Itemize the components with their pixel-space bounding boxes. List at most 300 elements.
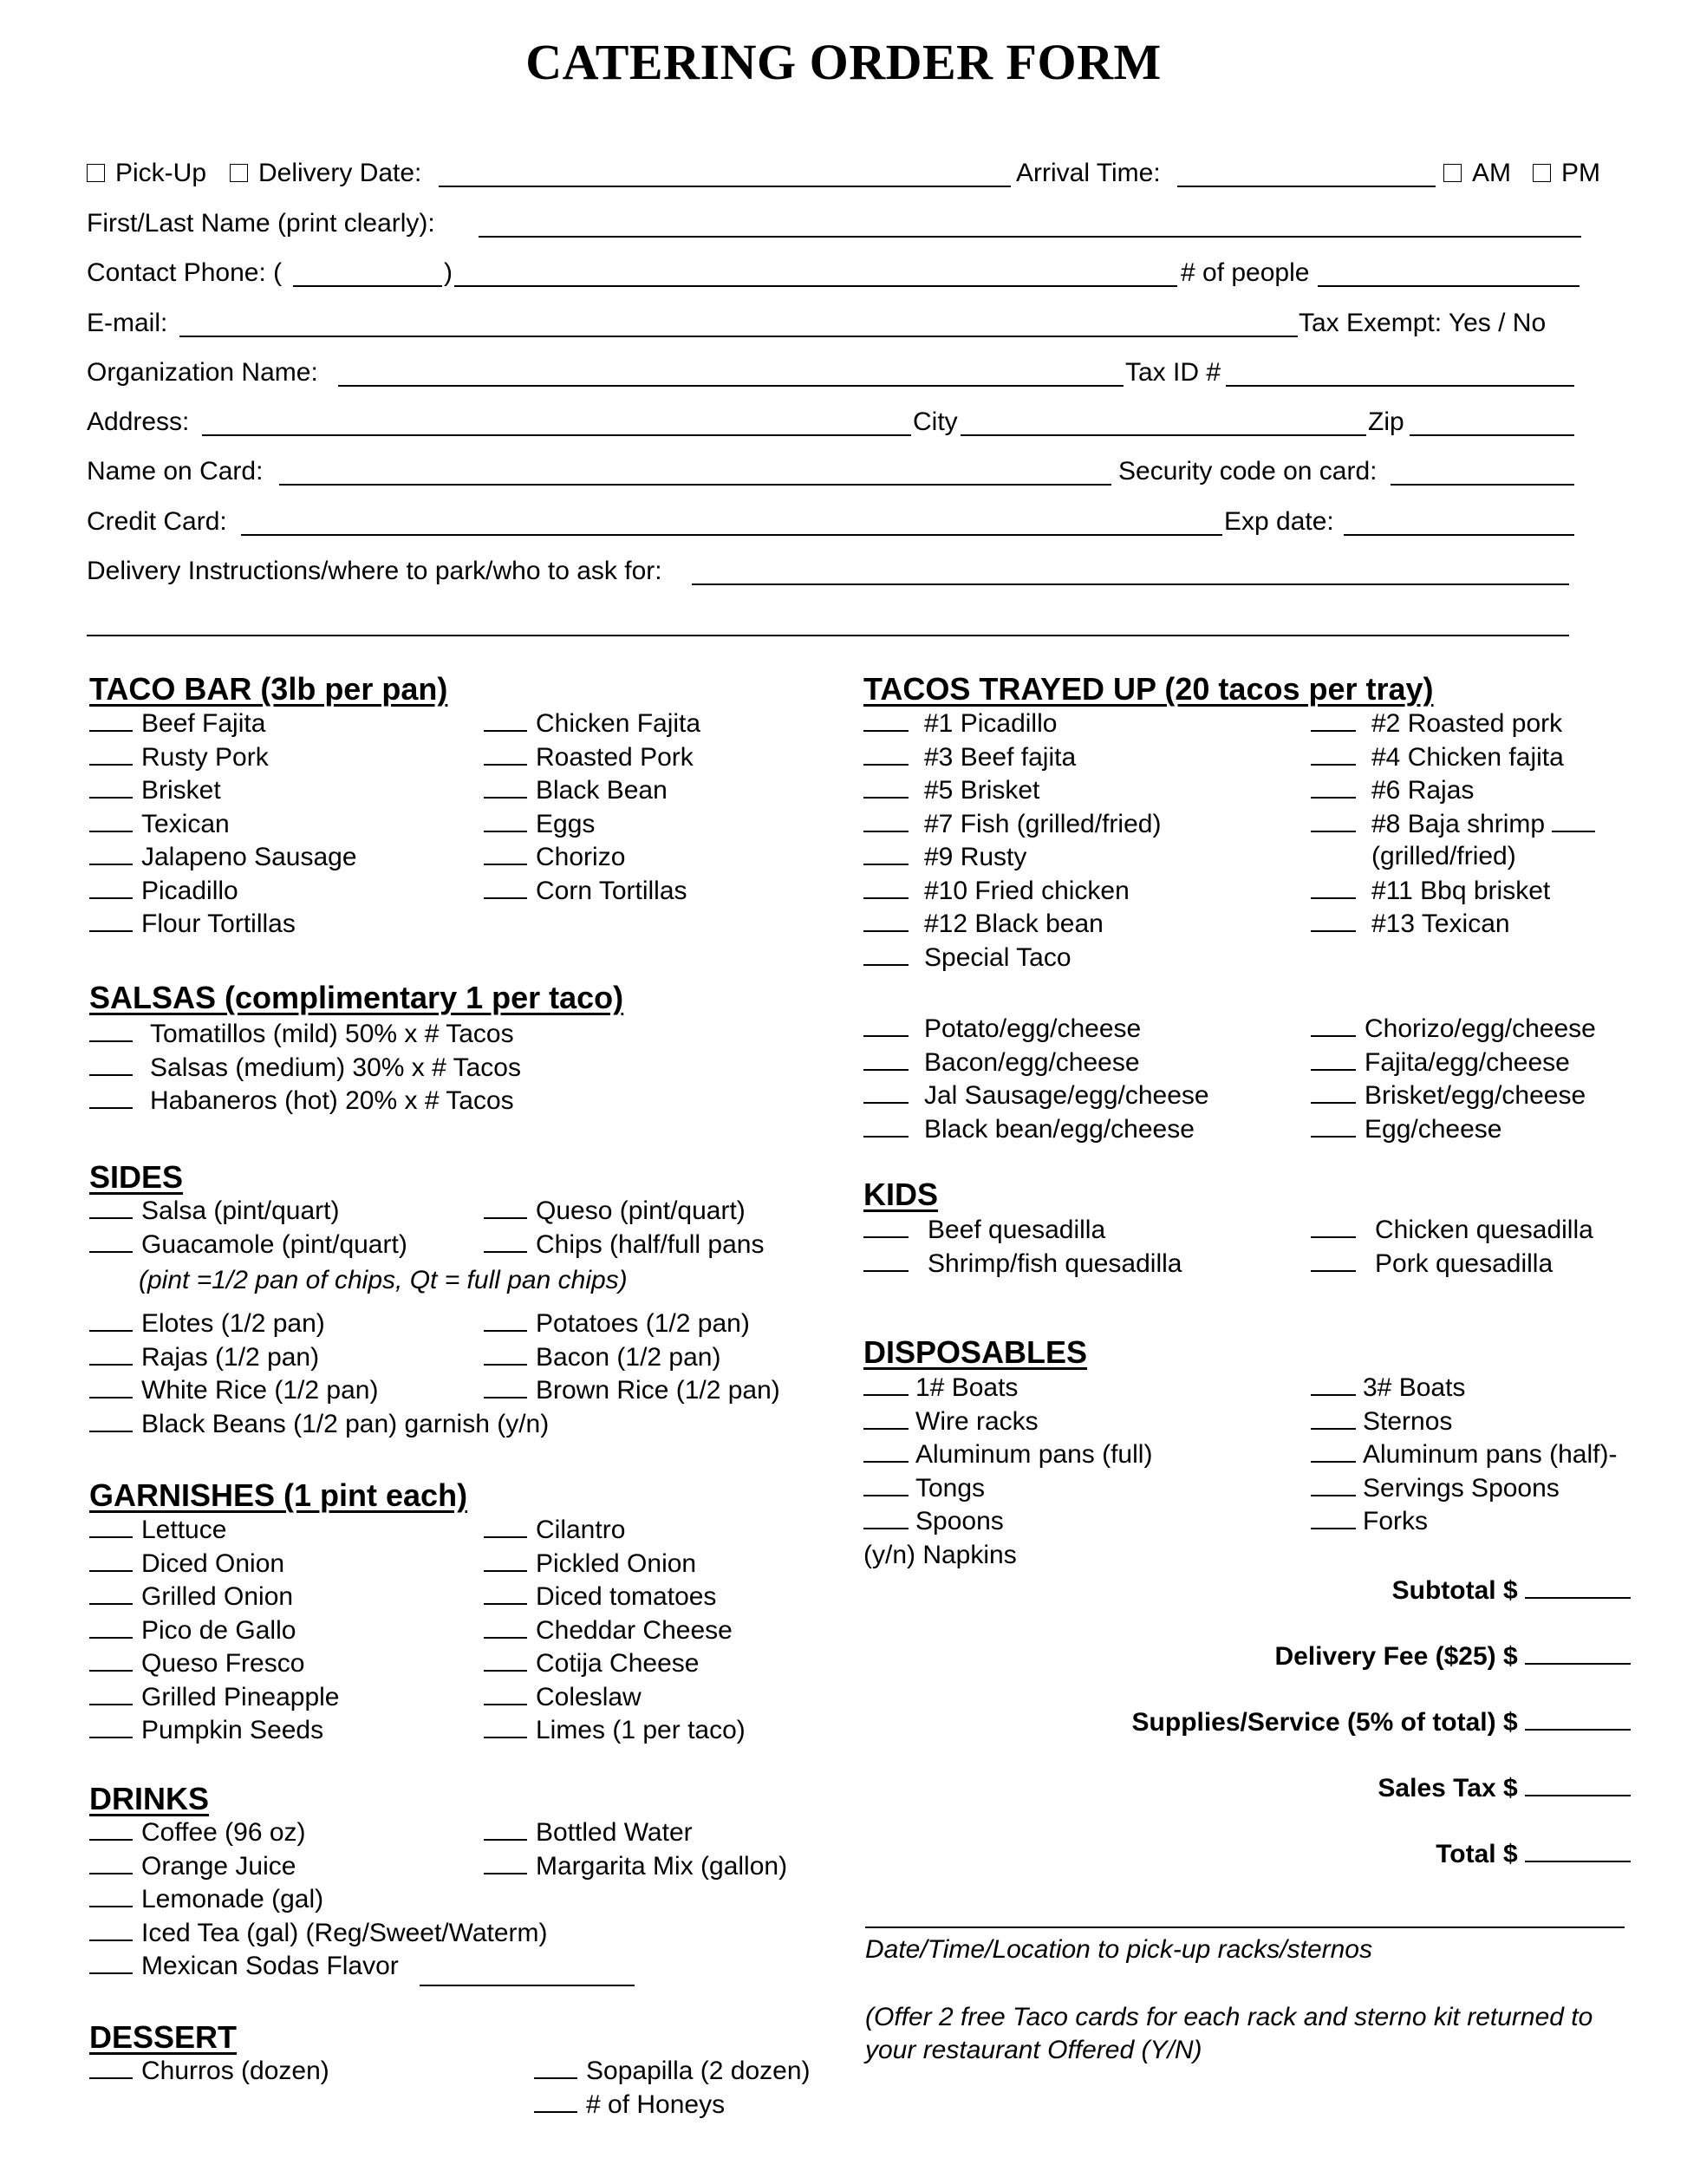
arrival-time-field[interactable] bbox=[1177, 186, 1436, 187]
pm-option[interactable] bbox=[1533, 158, 1600, 189]
quantity-blank[interactable] bbox=[863, 1079, 909, 1104]
quantity-blank[interactable] bbox=[1311, 1405, 1356, 1430]
quantity-blank[interactable] bbox=[484, 1374, 527, 1398]
phone-number-field[interactable] bbox=[454, 285, 1177, 287]
quantity-blank[interactable] bbox=[863, 875, 909, 899]
offer-note-line2: your restaurant Offered (Y/N) bbox=[865, 2036, 1202, 2064]
list-item[interactable] bbox=[1311, 908, 1510, 940]
item-label: #4 Chicken fajita bbox=[1371, 742, 1564, 772]
arrival-time-label: Arrival Time: bbox=[1016, 159, 1161, 187]
list-item[interactable] bbox=[484, 1229, 764, 1261]
list-item[interactable] bbox=[863, 942, 1071, 974]
item-label: #12 Black bean bbox=[924, 909, 1104, 938]
quantity-blank[interactable] bbox=[484, 1195, 527, 1219]
list-item[interactable] bbox=[484, 1548, 696, 1580]
credit-card-field[interactable] bbox=[241, 534, 1222, 536]
quantity-blank[interactable] bbox=[484, 707, 527, 732]
list-item[interactable] bbox=[484, 875, 687, 907]
list-item[interactable] bbox=[484, 1195, 746, 1227]
phone-label: Contact Phone: ( bbox=[87, 258, 283, 287]
list-item[interactable] bbox=[89, 2055, 329, 2087]
item-label: Flour Tortillas bbox=[141, 909, 296, 938]
list-item[interactable] bbox=[863, 741, 1076, 773]
quantity-blank[interactable] bbox=[89, 875, 133, 899]
list-item[interactable] bbox=[863, 1113, 1195, 1145]
list-item[interactable] bbox=[89, 741, 269, 773]
list-item[interactable] bbox=[89, 1614, 296, 1646]
quantity-blank[interactable] bbox=[484, 1714, 527, 1738]
quantity-blank[interactable] bbox=[863, 841, 909, 865]
list-item[interactable] bbox=[89, 774, 221, 806]
quantity-blank[interactable] bbox=[863, 1013, 909, 1037]
quantity-blank[interactable] bbox=[89, 1341, 133, 1366]
item-label: Tongs bbox=[915, 1473, 986, 1503]
quantity-blank[interactable] bbox=[1311, 1214, 1356, 1238]
exp-date-label: Exp date: bbox=[1224, 507, 1334, 536]
quantity-blank[interactable] bbox=[89, 1647, 133, 1672]
item-label: Corn Tortillas bbox=[536, 876, 687, 905]
item-label: 3# Boats bbox=[1363, 1373, 1466, 1402]
list-item[interactable] bbox=[863, 908, 1104, 940]
credit-card-label: Credit Card: bbox=[87, 507, 227, 536]
item-label: Queso Fresco bbox=[141, 1649, 305, 1678]
quantity-blank[interactable] bbox=[89, 1052, 133, 1076]
pickup-label: Pick-Up bbox=[115, 159, 207, 187]
delivery-instructions-field-line2[interactable] bbox=[87, 635, 1569, 636]
list-item[interactable] bbox=[89, 1514, 226, 1546]
quantity-blank[interactable] bbox=[89, 1614, 133, 1639]
quantity-blank[interactable] bbox=[863, 1438, 909, 1463]
quantity-blank[interactable] bbox=[484, 841, 527, 865]
quantity-blank[interactable] bbox=[863, 1248, 909, 1272]
quantity-blank[interactable] bbox=[1311, 1113, 1356, 1138]
list-item[interactable] bbox=[1311, 707, 1562, 740]
quantity-blank[interactable] bbox=[89, 841, 133, 865]
list-item[interactable] bbox=[863, 1214, 1105, 1246]
list-item[interactable] bbox=[1311, 1505, 1428, 1537]
list-item[interactable] bbox=[484, 1681, 642, 1713]
zip-label: Zip bbox=[1368, 407, 1404, 436]
list-item[interactable] bbox=[484, 1581, 716, 1613]
address-label: Address: bbox=[87, 407, 190, 436]
list-item[interactable] bbox=[484, 741, 694, 773]
zip-field[interactable] bbox=[1410, 434, 1574, 436]
quantity-blank[interactable] bbox=[89, 1514, 133, 1538]
quantity-blank[interactable] bbox=[484, 1647, 527, 1672]
name-field[interactable] bbox=[479, 236, 1581, 238]
list-item[interactable] bbox=[89, 1085, 514, 1117]
list-item[interactable] bbox=[1311, 741, 1564, 773]
item-label: Brisket bbox=[141, 776, 221, 805]
quantity-blank[interactable] bbox=[484, 1514, 527, 1538]
people-field[interactable] bbox=[1318, 285, 1580, 287]
item-label: Guacamole (pint/quart) bbox=[141, 1229, 407, 1259]
soda-flavor-field[interactable] bbox=[420, 1985, 635, 1986]
list-item[interactable] bbox=[1311, 1372, 1465, 1404]
list-item[interactable] bbox=[863, 1405, 1039, 1438]
quantity-blank[interactable] bbox=[484, 1614, 527, 1639]
list-item[interactable] bbox=[484, 707, 700, 740]
item-label: #10 Fried chicken bbox=[924, 876, 1130, 905]
item-label: Fajita/egg/cheese bbox=[1365, 1047, 1570, 1077]
item-label: Bacon (1/2 pan) bbox=[536, 1342, 721, 1372]
item-label: Forks bbox=[1363, 1507, 1428, 1535]
name-on-card-label: Name on Card: bbox=[87, 457, 264, 486]
quantity-blank[interactable] bbox=[484, 774, 527, 799]
quantity-blank[interactable] bbox=[1311, 842, 1356, 864]
item-label: Jalapeno Sausage bbox=[141, 843, 357, 871]
item-label: #2 Roasted pork bbox=[1371, 709, 1563, 738]
list-item[interactable] bbox=[863, 1472, 985, 1504]
quantity-blank[interactable] bbox=[1311, 774, 1356, 799]
list-item[interactable] bbox=[89, 1341, 319, 1373]
quantity-blank[interactable] bbox=[1311, 1248, 1356, 1272]
quantity-blank[interactable] bbox=[1311, 875, 1356, 899]
list-item[interactable] bbox=[484, 1341, 720, 1373]
pm-checkbox[interactable] bbox=[1533, 164, 1551, 182]
quantity-blank[interactable] bbox=[1311, 741, 1356, 766]
item-label: #7 Fish (grilled/fried) bbox=[924, 809, 1162, 838]
list-item[interactable] bbox=[1311, 875, 1550, 907]
quantity-blank[interactable] bbox=[863, 1405, 909, 1430]
email-field[interactable] bbox=[179, 336, 1298, 337]
quantity-blank[interactable] bbox=[534, 2055, 577, 2079]
list-item[interactable] bbox=[1311, 1046, 1570, 1079]
list-item[interactable] bbox=[484, 1714, 746, 1746]
security-code-field[interactable] bbox=[1391, 484, 1574, 486]
quantity-blank[interactable] bbox=[89, 1229, 133, 1253]
supplies-label: Supplies/Service (5% of total) $ bbox=[1131, 1708, 1518, 1737]
item-label: #11 Bbq brisket bbox=[1371, 876, 1551, 905]
city-label: City bbox=[913, 407, 958, 436]
quantity-blank[interactable] bbox=[89, 2055, 133, 2079]
quantity-blank[interactable] bbox=[89, 741, 133, 766]
napkins-label[interactable]: (y/n) Napkins bbox=[863, 1541, 1017, 1569]
list-item[interactable] bbox=[1311, 1438, 1617, 1470]
list-item[interactable] bbox=[89, 908, 296, 940]
quantity-blank[interactable] bbox=[863, 1046, 909, 1071]
quantity-blank[interactable] bbox=[89, 908, 133, 932]
list-item[interactable] bbox=[89, 1229, 407, 1261]
item-label: Cilantro bbox=[536, 1516, 626, 1544]
quantity-blank[interactable] bbox=[484, 1816, 527, 1841]
email-label: E-mail: bbox=[87, 309, 168, 337]
list-item[interactable] bbox=[863, 1372, 1018, 1404]
list-item[interactable] bbox=[89, 1195, 339, 1227]
list-item[interactable] bbox=[484, 1850, 787, 1882]
quantity-blank[interactable] bbox=[484, 741, 527, 766]
list-item[interactable] bbox=[1311, 808, 1604, 840]
pickup-option[interactable] bbox=[87, 158, 206, 189]
list-item[interactable] bbox=[1311, 1079, 1586, 1112]
delivery-date-label: Delivery Date: bbox=[258, 159, 422, 187]
quantity-blank[interactable] bbox=[1311, 1079, 1356, 1104]
list-item[interactable] bbox=[89, 1581, 293, 1613]
list-item[interactable] bbox=[863, 1079, 1209, 1112]
list-item[interactable] bbox=[89, 1917, 548, 1949]
quantity-blank[interactable] bbox=[89, 808, 133, 832]
list-item[interactable] bbox=[484, 1307, 750, 1340]
quantity-blank[interactable] bbox=[484, 1229, 527, 1253]
quantity-blank[interactable] bbox=[484, 1307, 527, 1332]
quantity-blank[interactable] bbox=[89, 774, 133, 799]
item-label: Beef quesadilla bbox=[928, 1216, 1106, 1244]
address-field[interactable] bbox=[202, 434, 911, 436]
delivery-instructions-field[interactable] bbox=[692, 583, 1569, 585]
list-item[interactable] bbox=[863, 1248, 1182, 1280]
quantity-blank[interactable] bbox=[863, 908, 909, 932]
item-label: Salsas (medium) 30% x # Tacos bbox=[150, 1053, 521, 1082]
item-label: Habaneros (hot) 20% x # Tacos bbox=[150, 1086, 514, 1115]
list-item[interactable] bbox=[863, 1046, 1140, 1079]
supplies-row[interactable] bbox=[1132, 1706, 1631, 1737]
tacos-trayed-header: TACOS TRAYED UP (20 tacos per tray) bbox=[863, 671, 1434, 707]
list-item[interactable] bbox=[484, 1374, 780, 1406]
pickup-checkbox[interactable] bbox=[87, 164, 105, 182]
quantity-blank[interactable] bbox=[89, 1950, 133, 1974]
quantity-blank[interactable] bbox=[484, 1681, 527, 1705]
list-item[interactable] bbox=[1311, 1013, 1596, 1045]
tax-exempt-label: Tax Exempt: Yes / No bbox=[1299, 309, 1547, 337]
list-item[interactable] bbox=[484, 1647, 699, 1679]
quantity-blank[interactable] bbox=[863, 808, 909, 832]
list-item[interactable] bbox=[1311, 774, 1474, 806]
item-label: Chicken Fajita bbox=[536, 709, 701, 738]
item-label: Aluminum pans (full) bbox=[915, 1440, 1153, 1469]
item-label: Grilled Onion bbox=[141, 1582, 294, 1611]
list-item[interactable] bbox=[863, 875, 1130, 907]
quantity-blank[interactable] bbox=[863, 741, 909, 766]
item-label: Cotija Cheese bbox=[536, 1649, 700, 1678]
quantity-blank[interactable] bbox=[863, 1472, 909, 1496]
item-label: White Rice (1/2 pan) bbox=[141, 1376, 379, 1405]
item-label: # of Honeys bbox=[586, 2089, 726, 2119]
exp-date-field[interactable] bbox=[1344, 534, 1574, 536]
list-item[interactable] bbox=[1311, 1214, 1593, 1246]
name-label: First/Last Name (print clearly): bbox=[87, 209, 435, 238]
quantity-blank[interactable] bbox=[484, 1581, 527, 1605]
list-item[interactable] bbox=[863, 1505, 1004, 1537]
quantity-blank[interactable] bbox=[863, 1372, 909, 1396]
disposables-header: DISPOSABLES bbox=[863, 1334, 1088, 1370]
am-label: AM bbox=[1472, 159, 1511, 187]
quantity-blank[interactable] bbox=[89, 1374, 133, 1398]
item-label: Beef Fajita bbox=[141, 709, 266, 738]
delivery-option[interactable] bbox=[230, 158, 421, 189]
item-label: Chorizo bbox=[536, 843, 626, 871]
item-label: #6 Rajas bbox=[1371, 776, 1475, 805]
list-item[interactable] bbox=[89, 1647, 304, 1679]
page-title: CATERING ORDER FORM bbox=[525, 34, 1162, 90]
item-label: Servings Spoons bbox=[1363, 1473, 1560, 1503]
quantity-blank[interactable] bbox=[1552, 808, 1595, 832]
item-label: Egg/cheese bbox=[1365, 1114, 1502, 1144]
list-item[interactable] bbox=[89, 1816, 306, 1848]
name-on-card-field[interactable] bbox=[279, 484, 1111, 486]
item-label: Rajas (1/2 pan) bbox=[141, 1342, 320, 1372]
quantity-blank[interactable] bbox=[89, 1816, 133, 1841]
quantity-blank[interactable] bbox=[1311, 1046, 1356, 1071]
item-label: Margarita Mix (gallon) bbox=[536, 1851, 788, 1881]
quantity-blank[interactable] bbox=[1311, 908, 1356, 932]
organization-field[interactable] bbox=[338, 385, 1124, 387]
quantity-blank[interactable] bbox=[89, 1681, 133, 1705]
phone-area-code-field[interactable] bbox=[293, 285, 442, 287]
item-label: Limes (1 per taco) bbox=[536, 1716, 746, 1744]
list-item[interactable] bbox=[89, 1850, 296, 1882]
quantity-blank[interactable] bbox=[89, 1018, 133, 1042]
list-item[interactable] bbox=[89, 1950, 399, 1982]
subtotal-row[interactable] bbox=[1392, 1574, 1631, 1606]
item-label: Salsa (pint/quart) bbox=[141, 1196, 340, 1225]
quantity-blank[interactable] bbox=[1311, 707, 1356, 732]
list-item[interactable] bbox=[534, 2089, 725, 2121]
quantity-blank[interactable] bbox=[1311, 808, 1356, 832]
quantity-blank[interactable] bbox=[1311, 1438, 1356, 1463]
quantity-blank[interactable] bbox=[89, 1917, 133, 1941]
pm-label: PM bbox=[1561, 159, 1600, 187]
quantity-blank[interactable] bbox=[89, 1085, 133, 1109]
quantity-blank[interactable] bbox=[484, 875, 527, 899]
item-label: Queso (pint/quart) bbox=[536, 1196, 746, 1225]
item-label: Tomatillos (mild) 50% x # Tacos bbox=[150, 1020, 514, 1048]
quantity-blank[interactable] bbox=[863, 1214, 909, 1238]
list-item[interactable] bbox=[484, 1614, 733, 1646]
item-label: Cheddar Cheese bbox=[536, 1615, 733, 1645]
quantity-blank[interactable] bbox=[1311, 1472, 1356, 1496]
item-label: Lettuce bbox=[141, 1516, 227, 1544]
list-item[interactable] bbox=[89, 1018, 514, 1050]
delivery-checkbox[interactable] bbox=[230, 164, 248, 182]
list-item[interactable] bbox=[89, 808, 230, 840]
list-item[interactable] bbox=[863, 774, 1039, 806]
list-item[interactable] bbox=[89, 841, 357, 873]
quantity-blank[interactable] bbox=[484, 1548, 527, 1572]
item-label: Brisket/egg/cheese bbox=[1365, 1081, 1586, 1110]
sides-note: (pint =1/2 pan of chips, Qt = full pan chips) bbox=[139, 1266, 628, 1294]
item-label: Lemonade (gal) bbox=[141, 1885, 324, 1913]
item-label: Pork quesadilla bbox=[1375, 1249, 1553, 1278]
garnishes-header: GARNISHES (1 pint each) bbox=[89, 1477, 468, 1513]
list-item[interactable] bbox=[863, 808, 1161, 840]
list-item[interactable] bbox=[1311, 1405, 1452, 1438]
quantity-blank[interactable] bbox=[863, 1113, 909, 1138]
city-field[interactable] bbox=[961, 434, 1366, 436]
item-label: #3 Beef fajita bbox=[924, 742, 1077, 772]
list-item[interactable] bbox=[863, 1013, 1141, 1045]
quantity-blank[interactable] bbox=[89, 707, 133, 732]
total-row[interactable] bbox=[1436, 1838, 1631, 1869]
quantity-blank[interactable] bbox=[534, 2089, 577, 2113]
item-label: Pumpkin Seeds bbox=[141, 1716, 324, 1744]
am-option[interactable] bbox=[1443, 158, 1511, 189]
quantity-blank[interactable] bbox=[484, 1341, 527, 1366]
list-item[interactable] bbox=[484, 1514, 625, 1546]
item-label: Shrimp/fish quesadilla bbox=[928, 1249, 1182, 1278]
item-label: Sternos bbox=[1363, 1406, 1453, 1436]
quantity-blank[interactable] bbox=[89, 1581, 133, 1605]
quantity-blank[interactable] bbox=[863, 774, 909, 799]
list-item[interactable] bbox=[863, 707, 1057, 740]
list-item[interactable] bbox=[1311, 1113, 1501, 1145]
quantity-blank[interactable] bbox=[863, 942, 909, 966]
quantity-blank[interactable] bbox=[484, 808, 527, 832]
item-label: Pico de Gallo bbox=[141, 1615, 296, 1645]
item-label: Black Beans (1/2 pan) garnish (y/n) bbox=[141, 1409, 550, 1438]
item-label: 1# Boats bbox=[915, 1373, 1019, 1402]
list-item[interactable] bbox=[1311, 841, 1516, 872]
list-item[interactable] bbox=[484, 841, 625, 873]
am-checkbox[interactable] bbox=[1443, 164, 1462, 182]
item-label: Chips (half/full pans bbox=[536, 1229, 765, 1259]
item-label: Churros (dozen) bbox=[141, 2057, 329, 2085]
quantity-blank[interactable] bbox=[1311, 1013, 1356, 1037]
list-item[interactable] bbox=[863, 841, 1026, 873]
item-label: Iced Tea (gal) (Reg/Sweet/Waterm) bbox=[141, 1918, 548, 1947]
list-item[interactable] bbox=[863, 1438, 1152, 1470]
organization-label: Organization Name: bbox=[87, 358, 318, 387]
tax-id-field[interactable] bbox=[1226, 385, 1574, 387]
item-label: Potato/egg/cheese bbox=[924, 1014, 1142, 1043]
quantity-blank[interactable] bbox=[863, 707, 909, 732]
list-item[interactable] bbox=[484, 808, 595, 840]
quantity-blank[interactable] bbox=[89, 1307, 133, 1332]
item-label: Potatoes (1/2 pan) bbox=[536, 1309, 750, 1338]
quantity-blank[interactable] bbox=[89, 1850, 133, 1874]
quantity-blank[interactable] bbox=[89, 1408, 133, 1432]
item-label: Elotes (1/2 pan) bbox=[141, 1309, 325, 1338]
list-item[interactable] bbox=[89, 1408, 549, 1440]
quantity-blank[interactable] bbox=[89, 1883, 133, 1907]
list-item[interactable] bbox=[89, 1374, 378, 1406]
item-label: #1 Picadillo bbox=[924, 709, 1058, 738]
list-item[interactable] bbox=[89, 1714, 323, 1746]
item-label: Spoons bbox=[915, 1507, 1004, 1535]
item-label: Mexican Sodas Flavor bbox=[141, 1952, 399, 1980]
list-item[interactable] bbox=[484, 774, 668, 806]
item-label: Diced Onion bbox=[141, 1548, 285, 1578]
list-item[interactable] bbox=[1311, 1472, 1560, 1504]
list-item[interactable] bbox=[89, 1883, 323, 1915]
quantity-blank[interactable] bbox=[89, 1195, 133, 1219]
item-label: Chicken quesadilla bbox=[1375, 1216, 1593, 1244]
list-item[interactable] bbox=[89, 1548, 284, 1580]
delivery-fee-row[interactable] bbox=[1274, 1640, 1631, 1672]
quantity-blank[interactable] bbox=[89, 1714, 133, 1738]
delivery-date-field[interactable] bbox=[439, 186, 1011, 187]
list-item[interactable] bbox=[484, 1816, 693, 1848]
quantity-blank[interactable] bbox=[89, 1548, 133, 1572]
security-code-label: Security code on card: bbox=[1118, 457, 1378, 486]
list-item[interactable] bbox=[89, 1052, 521, 1084]
list-item[interactable] bbox=[89, 1307, 325, 1340]
item-label: (grilled/fried) bbox=[1371, 842, 1516, 870]
item-label: Black bean/egg/cheese bbox=[924, 1114, 1195, 1144]
list-item[interactable] bbox=[1311, 1248, 1553, 1280]
pickup-racks-field[interactable] bbox=[865, 1926, 1625, 1928]
list-item[interactable] bbox=[89, 707, 265, 740]
quantity-blank[interactable] bbox=[1311, 1372, 1356, 1396]
list-item[interactable] bbox=[89, 875, 238, 907]
list-item[interactable] bbox=[534, 2055, 811, 2087]
quantity-blank[interactable] bbox=[1311, 1505, 1356, 1529]
quantity-blank[interactable] bbox=[863, 1505, 909, 1529]
quantity-blank[interactable] bbox=[484, 1850, 527, 1874]
item-label: Picadillo bbox=[141, 876, 238, 905]
item-label: Brown Rice (1/2 pan) bbox=[536, 1376, 780, 1405]
list-item[interactable] bbox=[89, 1681, 339, 1713]
sales-tax-row[interactable] bbox=[1378, 1772, 1631, 1803]
